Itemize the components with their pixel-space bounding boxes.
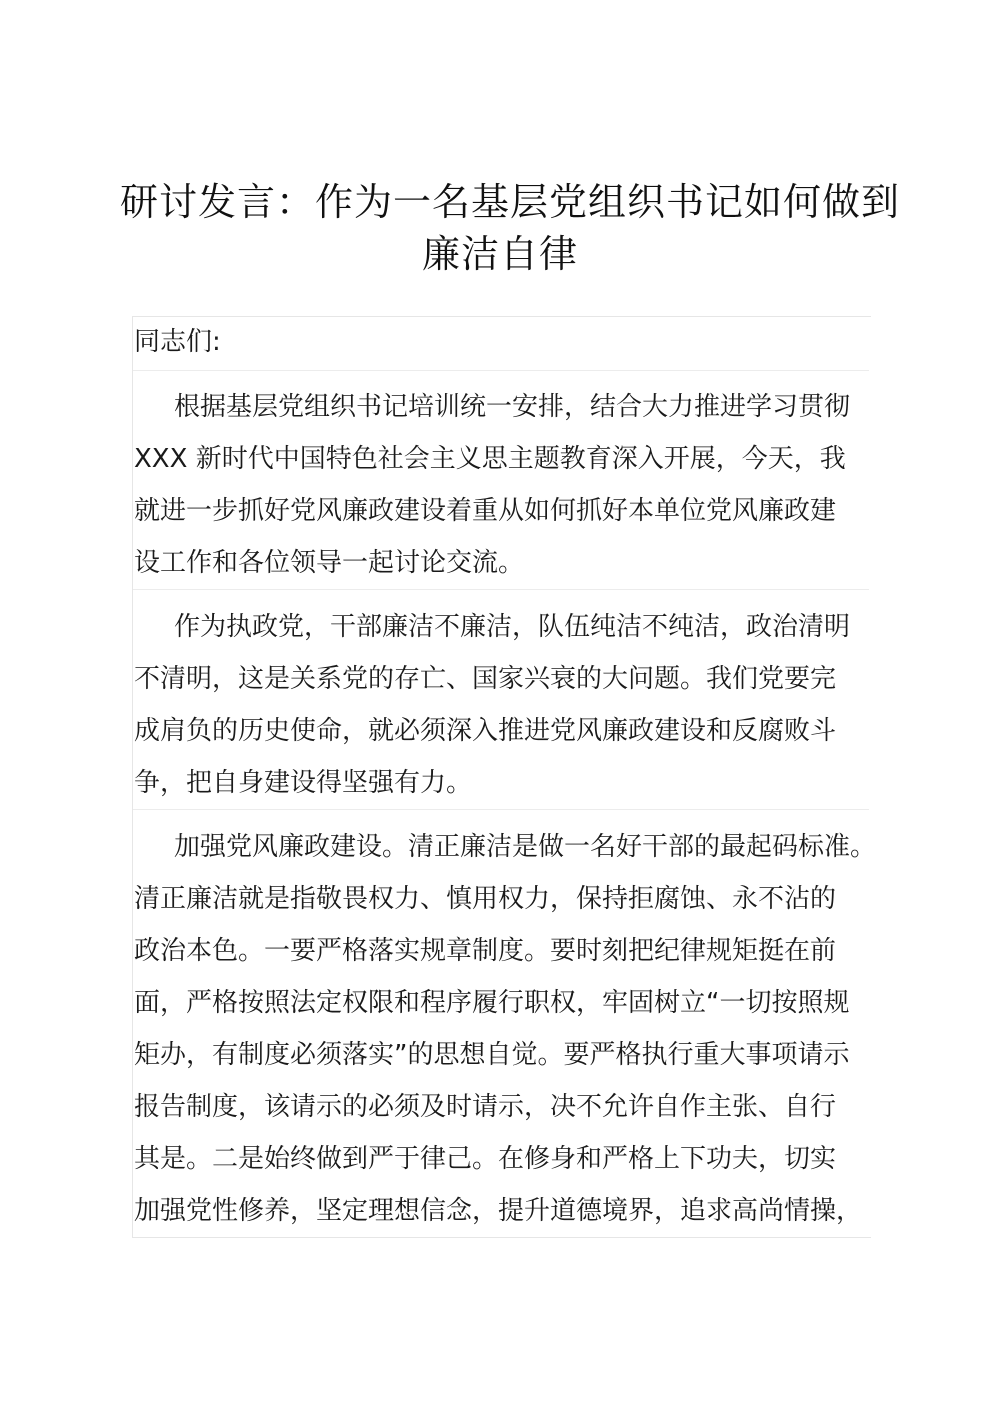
paragraph-3-line-2: 清正廉洁就是指敬畏权力、慎用权力，保持拒腐蚀、永不沾的 bbox=[134, 884, 837, 914]
paragraph-2-line-2: 不清明，这是关系党的存亡、国家兴衰的大问题。我们党要完 bbox=[134, 664, 837, 694]
document-title-line-1: 研讨发言：作为一名基层党组织书记如何做到 bbox=[120, 180, 901, 224]
paragraph-3-line-6: 报告制度，该请示的必须及时请示，决不允许自作主张、自行 bbox=[134, 1092, 837, 1122]
paragraph-3-line-1: 加强党风廉政建设。清正廉洁是做一名好干部的最起码标准。 bbox=[174, 832, 877, 862]
paragraph-3-line-7: 其是。二是始终做到严于律己。在修身和严格上下功夫，切实 bbox=[134, 1144, 837, 1174]
paragraph-2-line-4: 争，把自身建设得坚强有力。 bbox=[134, 768, 473, 798]
paragraph-1-line-2: XXX 新时代中国特色社会主义思主题教育深入开展，今天，我 bbox=[134, 444, 846, 474]
separator bbox=[133, 589, 869, 590]
paragraph-1-line-3: 就进一步抓好党风廉政建设着重从如何抓好本单位党风廉政建 bbox=[134, 496, 837, 526]
document-title-line-2: 廉洁自律 bbox=[421, 232, 578, 276]
paragraph-1-line-1: 根据基层党组织书记培训统一安排，结合大力推进学习贯彻 bbox=[174, 392, 851, 422]
paragraph-3-line-3: 政治本色。一要严格落实规章制度。要时刻把纪律规矩挺在前 bbox=[134, 936, 837, 966]
greeting: 同志们: bbox=[134, 327, 221, 357]
paragraph-2-line-3: 成肩负的历史使命，就必须深入推进党风廉政建设和反腐败斗 bbox=[134, 716, 837, 746]
paragraph-3-line-8: 加强党性修养，坚定理想信念，提升道德境界，追求高尚情操， bbox=[134, 1196, 863, 1226]
paragraph-2-line-1: 作为执政党，干部廉洁不廉洁，队伍纯洁不纯洁，政治清明 bbox=[174, 612, 851, 642]
paragraph-1-line-4: 设工作和各位领导一起讨论交流。 bbox=[134, 548, 525, 578]
paragraph-3-line-4: 面，严格按照法定权限和程序履行职权，牢固树立“一切按照规 bbox=[134, 988, 850, 1018]
separator bbox=[133, 370, 869, 371]
separator bbox=[133, 809, 869, 810]
paragraph-3-line-5: 矩办，有制度必须落实”的思想自觉。要严格执行重大事项请示 bbox=[134, 1040, 850, 1070]
